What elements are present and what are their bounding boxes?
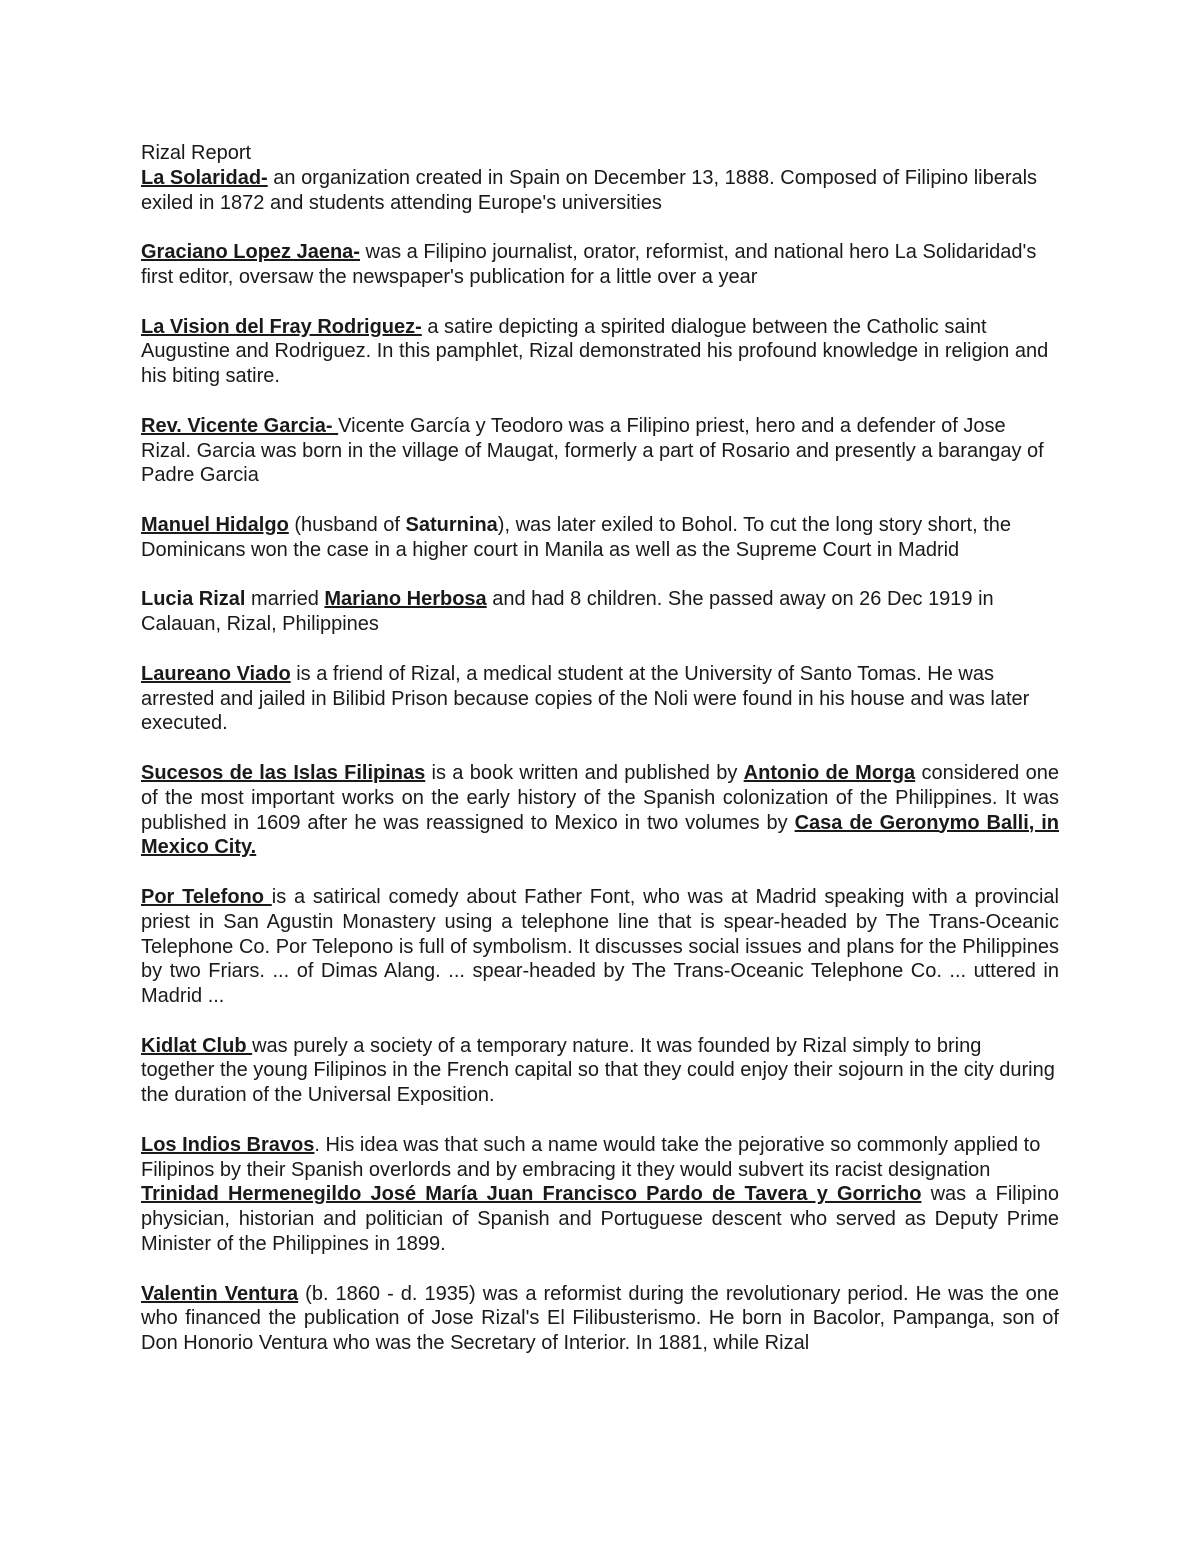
entry-text: Vicente García y Teodoro was a Filipino priest, hero and a defender of Jose Rizal. Garcia was born in the village of Maugat, formerly a part of Rosario and presently a barangay of Padre Garcia (141, 414, 1044, 487)
entry-term: La Solaridad- (141, 166, 268, 189)
entry-la-solaridad (141, 166, 1059, 216)
entry-manuel-hidalgo (141, 513, 1059, 563)
entry-term: Laureano Viado (141, 662, 291, 685)
entry-term: Los Indios Bravos (141, 1133, 315, 1156)
entry-laureano-viado (141, 662, 1059, 736)
entry-text: (b. 1860 - d. 1935) was a reformist during the revolutionary period. He was the one who financed the publication of Jose Rizal's El Filibusterismo. He born in Bacolor, Pampanga, son of Don Honorio Ventura who was the Secretary of Interior. In 1881, while Rizal (141, 1282, 1060, 1355)
entry-text: a satire depicting a spirited dialogue between the Catholic saint Augustine and Rodriguez. In this pamphlet, Rizal demonstrated his profound knowledge in religion and his biting satire. (141, 315, 1049, 388)
entry-graciano-lopez-jaena (141, 240, 1059, 290)
entry-term-tertiary: Casa de Geronymo Balli, in Mexico City. (141, 811, 1059, 859)
entry-term: Por Telefono (141, 885, 272, 908)
entry-la-vision-del-fray-rodriguez (141, 315, 1059, 389)
entry-text: is a satirical comedy about Father Font, who was at Madrid speaking with a provincial priest in San Agustin Monastery using a telephone line that is spear-headed by The Trans-Oceanic Telephone Co. Por Telepono is full of symbolism. It discusses social issues and plans for the Philippines by two Friars. ... of Dimas Alang. ... spear-headed by The Trans-Oceanic Telephone Co. ... uttered in Madrid ... (141, 885, 1059, 1008)
entry-text: was purely a society of a temporary nature. It was founded by Rizal simply to bring together the young Filipinos in the French capital so that they could enjoy their sojourn in the city during the duration of the Universal Exposition. (141, 1034, 1055, 1107)
document-title: Rizal Report (141, 142, 252, 164)
entry-text: ), was later exiled to Bohol. To cut the long story short, the Dominicans won the case in a higher court in Manila as well as the Supreme Court in Madrid (141, 513, 1012, 561)
entry-rev-vicente-garcia (141, 414, 1059, 488)
entry-term: Manuel Hidalgo (141, 513, 289, 536)
entry-term: Trinidad Hermenegildo José María Juan Francisco Pardo de Tavera y Gorricho (141, 1183, 922, 1206)
entry-text: considered one of the most important works on the early history of the Spanish colonization of the Philippines. It was published in 1609 after he was reassigned to Mexico in two volumes by (141, 761, 1059, 834)
entry-text: is a friend of Rizal, a medical student at the University of Santo Tomas. He was arrested and jailed in Bilibid Prison because copies of the Noli were found in his house and was later executed. (141, 662, 1030, 735)
entry-kidlat-club (141, 1034, 1059, 1108)
entry-text: and had 8 children. She passed away on 26 Dec 1919 in Calauan, Rizal, Philippines (141, 588, 994, 636)
entry-text: an organization created in Spain on December 13, 1888. Composed of Filipino liberals exiled in 1872 and students attending Europe's universities (141, 166, 1038, 214)
entry-term-secondary: Antonio de Morga (743, 761, 916, 784)
entry-lucia-rizal (141, 587, 1059, 637)
entry-term: Valentin Ventura (141, 1282, 299, 1305)
entry-term: Rev. Vicente Garcia- (141, 414, 339, 437)
entry-term-secondary: Mariano Herbosa (324, 588, 487, 611)
entry-text: was a Filipino journalist, orator, reformist, and national hero La Solidaridad's first editor, oversaw the newspaper's publication for a little over a year (141, 241, 1037, 288)
entry-term: Lucia Rizal (141, 588, 246, 611)
entry-text: . His idea was that such a name would take the pejorative so commonly applied to Filipinos by their Spanish overlords and by embracing it they would subvert its racist designation (141, 1133, 1041, 1181)
entry-por-telefono (141, 885, 1059, 1009)
entry-sucesos-de-las-islas-filipinas (141, 761, 1059, 860)
entry-los-indios-bravos (141, 1133, 1059, 1183)
entry-term: Graciano Lopez Jaena- (141, 241, 360, 264)
entry-term: La Vision del Fray Rodriguez- (141, 315, 422, 338)
entry-term: Sucesos de las Islas Filipinas (141, 761, 426, 784)
entry-text: married (245, 588, 325, 611)
entry-term-secondary: Saturnina (405, 513, 498, 536)
entry-valentin-ventura (141, 1282, 1059, 1356)
document-page (141, 141, 1059, 1356)
entry-trinidad-pardo-de-tavera (141, 1182, 1059, 1256)
entry-term: Kidlat Club (141, 1034, 253, 1057)
entry-text: was a Filipino physician, historian and politician of Spanish and Portuguese descent who served as Deputy Prime Minister of the Philippines in 1899. (141, 1183, 1059, 1256)
entry-text: is a book written and published by (425, 761, 744, 784)
entry-text: (husband of (288, 513, 406, 536)
